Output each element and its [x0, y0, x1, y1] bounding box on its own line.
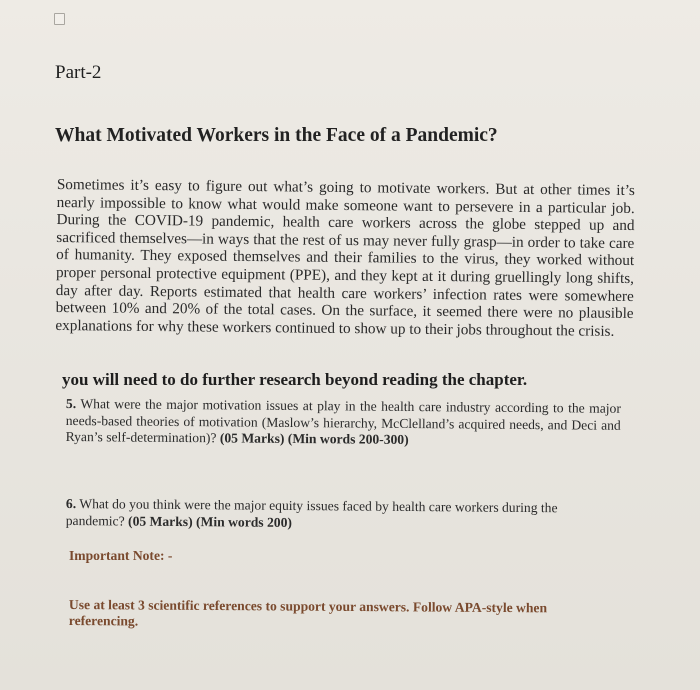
question-6-text: What do you think were the major equity issues faced by health care workers during the pandemic?	[65, 496, 558, 529]
question-6-number: 6.	[65, 496, 77, 512]
reference-instruction: Use at least 3 scientific references to support your answers. Follow APA-style when referencing.	[68, 597, 548, 629]
question-5-text: What were the major motivation issues at play in the health care industry according to the major needs-based theories of motivation (Maslow’s hierarchy, McClelland’s acquired needs, and Deci and Ryan’s self-determination)?	[65, 396, 621, 446]
research-instruction: you will need to do further research beyond reading the chapter.	[62, 370, 528, 389]
question-5-marks: (05 Marks) (Min words 200-300)	[219, 430, 409, 448]
question-5	[66, 396, 621, 451]
question-6-marks: (05 Marks) (Min words 200)	[128, 513, 293, 530]
intro-paragraph: Sometimes it’s easy to figure out what’s going to motivate workers. But at other times it’s nearly impossible to know what would make someone want to persevere in a particular job. During the COVID-19 pandemic, health care workers across the globe stepped up and sacrificed themselves—in ways that the rest of us may never fully grasp—in order to take care of humanity. They exposed themselves and their families to the virus, they worked without proper personal protective equipment (PPE), and they kept at it during gruellingly long shifts, day after day. Reports estimated that health care workers’ infection rates were somewhere between 10% and 20% of the total cases. On the surface, it seemed there were no plausible explanations for why these workers continued to show up to their jobs throughout the crisis.	[55, 176, 635, 340]
case-title: What Motivated Workers in the Face of a Pandemic?	[55, 125, 498, 146]
question-6	[66, 496, 606, 534]
important-note-label: Important Note: -	[69, 548, 173, 563]
checkbox-icon[interactable]	[54, 13, 65, 25]
question-5-number: 5.	[65, 396, 77, 412]
part-label: Part-2	[55, 62, 102, 83]
